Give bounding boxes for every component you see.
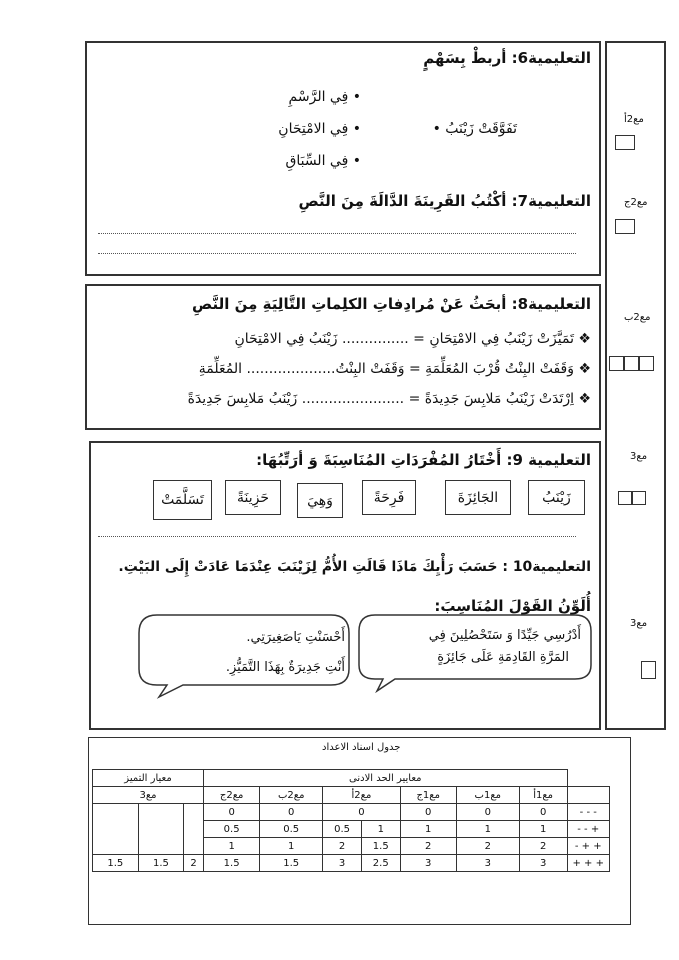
grading-caption: جدول اسناد الاعداد <box>322 742 401 753</box>
score-box[interactable] <box>641 661 656 679</box>
score-box[interactable] <box>632 491 646 505</box>
cell: 2 <box>184 855 204 872</box>
score-box[interactable] <box>618 491 632 505</box>
word-card[interactable]: وَهِيَ <box>297 483 343 518</box>
section10-subtitle: أُلَوِّنُ القَوْلَ المُنَاسِبَ: <box>434 597 591 615</box>
section8-title: التعليمية8: أبحَثُ عَنْ مُرادِفاتِ الكلِماتِ التَّالِيَةِ مِنَ النَّصِ <box>192 295 591 313</box>
sidebar-label: مع3 <box>630 451 648 462</box>
row-key: + + - <box>567 838 610 855</box>
cell: 3 <box>519 855 567 872</box>
score-box[interactable] <box>615 219 635 234</box>
row-key: + + + <box>567 855 610 872</box>
excellence-sub-header: مع3 <box>93 787 204 804</box>
cell: 1 <box>400 821 456 838</box>
section9-title: التعليمية 9: أَخْتَارُ المُفْرَدَاتِ المُنَاسِبَةَ وَ أرَتِّبُهَا: <box>256 451 591 469</box>
cell: 0 <box>456 804 519 821</box>
cell: 1.5 <box>204 855 260 872</box>
cell: 1 <box>519 821 567 838</box>
sidebar-label: مع3 <box>630 618 648 629</box>
cell: 1 <box>204 838 260 855</box>
cell: 1 <box>361 821 400 838</box>
cell: 3 <box>400 855 456 872</box>
bubble-left-line-2: أَنْتِ جَدِيرَةٌ بِهَذَا التَّمَيُّزِ. <box>225 660 345 675</box>
sidebar-label: مع2أ <box>624 114 644 125</box>
key-header <box>567 787 610 804</box>
cell: 2 <box>323 838 362 855</box>
section6-left-item: تَفَوَّقَتْ زَيْنَبُ • <box>432 121 517 137</box>
group-excellence-header: معيار التميز <box>93 770 204 787</box>
bubble-right-line-2: المَرَّةِ القَادِمَةِ عَلَى جَائِزَةٍ <box>437 650 569 665</box>
group-min-header: معايير الحد الادنى <box>204 770 567 787</box>
word-card[interactable]: زَيْنَبُ <box>528 480 585 515</box>
bubble-right-line-1: أَدْرُسِي جَيِّدًا وَ سَتَحْصُلِينَ فِي <box>428 628 581 643</box>
cell: 0 <box>400 804 456 821</box>
answer-line-1[interactable] <box>98 233 576 234</box>
section6-title: التعليمية6: أربطْ بِسَهْمٍ <box>423 49 591 67</box>
min-header: مع1أ <box>519 787 567 804</box>
synonym-row-1: ❖ تَمَيَّزَتْ زَيْنَبُ فِي الامْتِحَانِ = ............... زَيْنَبُ فِي الامْتِحَانِ <box>234 331 591 347</box>
score-box[interactable] <box>639 356 654 371</box>
cell: 0.5 <box>260 821 323 838</box>
bubble-left-line-1: أَحْسَنْتِ يَاصَغِيرَتِي. <box>246 630 345 645</box>
section6-right-item-3: • فِي السِّبَاقِ <box>285 153 361 169</box>
min-header: مع2أ <box>323 787 400 804</box>
section6-right-item-2: • فِي الامْتِحَانِ <box>278 121 361 137</box>
row-key: + - - <box>567 821 610 838</box>
cell: 0 <box>204 804 260 821</box>
word-card[interactable]: حَزِينَةً <box>225 480 281 515</box>
cell: 0.5 <box>323 821 362 838</box>
score-box[interactable] <box>615 135 635 150</box>
min-header: مع2ب <box>260 787 323 804</box>
min-header: مع1ج <box>400 787 456 804</box>
cell: 1.5 <box>361 838 400 855</box>
section10-title: التعليمية10 : حَسَبَ رَأْيِكَ مَاذَا قَالَتِ الأُمُّ لِزَيْنَبَ عِنْدَمَا عَادَتْ إِلَى البَيْتِ. <box>118 559 591 575</box>
min-header: مع2ج <box>204 787 260 804</box>
score-box[interactable] <box>609 356 624 371</box>
key-header <box>567 770 610 787</box>
cell: 0 <box>519 804 567 821</box>
cell: 1.5 <box>260 855 323 872</box>
cell: 2 <box>400 838 456 855</box>
section7-title: التعليمية7: أكْتُبُ القَرِينَةَ الدَّالَةَ مِنَ النَّصِ <box>298 192 591 210</box>
min-header: مع1ب <box>456 787 519 804</box>
synonym-row-2: ❖ وَقَفَتْ البِنْتُ قُرْبَ المُعَلِّمَةِ = وَقَفَتْ البِنْتُ.................... المُعَلِّمَةِ <box>198 361 591 377</box>
cell: 2 <box>519 838 567 855</box>
cell: 0.5 <box>204 821 260 838</box>
word-card[interactable]: الجَائِزَةَ <box>445 480 511 515</box>
cell: 3 <box>456 855 519 872</box>
sidebar-label: مع2ج <box>624 197 648 208</box>
cell <box>184 804 204 855</box>
cell: 0 <box>323 804 400 821</box>
synonym-row-3: ❖ اِرْتَدَتْ زَيْنَبُ مَلابِسَ جَدِيدَةً = ....................... زَيْنَبُ مَلابِسَ جَدِيدَةً <box>187 391 591 407</box>
cell: 2 <box>456 838 519 855</box>
cell: 1 <box>456 821 519 838</box>
score-box[interactable] <box>624 356 639 371</box>
row-key: - - - <box>567 804 610 821</box>
cell: 2.5 <box>361 855 400 872</box>
grading-table <box>92 769 610 872</box>
cell: 0 <box>260 804 323 821</box>
cell <box>138 804 184 855</box>
cell: 1.5 <box>138 855 184 872</box>
answer-line-2[interactable] <box>98 253 576 254</box>
cell: 1 <box>260 838 323 855</box>
answer-line-3[interactable] <box>98 536 576 537</box>
sidebar-label: مع2ب <box>624 312 651 323</box>
section6-right-item-1: • فِي الرَّسْمِ <box>288 89 361 105</box>
speech-bubble-left[interactable] <box>135 613 355 699</box>
word-card[interactable]: تَسَلَّمَتْ <box>153 480 212 520</box>
cell: 1.5 <box>93 855 139 872</box>
cell <box>93 804 139 855</box>
word-card[interactable]: فَرِحَةً <box>362 480 416 515</box>
cell: 3 <box>323 855 362 872</box>
